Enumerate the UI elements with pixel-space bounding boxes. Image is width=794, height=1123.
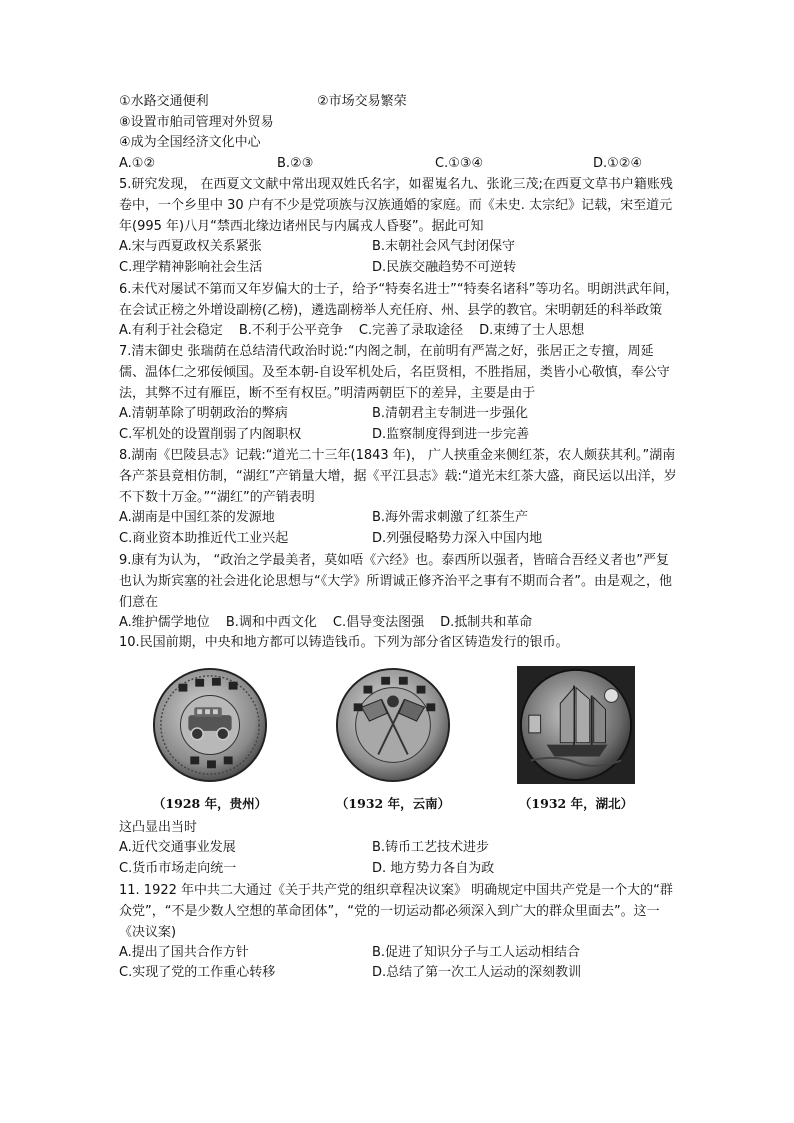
q7-stem: 7.清末御史 张瑞荫在总结清代政治时说:“内阁之制，在前明有严嵩之好，张居正之专擅，周延儒、温体仁之邪佞倾国。及至本朝-自设军机处后，名臣贤相，不胜指屈，类皆小心敬慎，奉公守法，其弊不过有雁臣，断不至有权臣。”明清两朝臣下的差异，主要是由于 [119,344,670,402]
q10-option-a[interactable]: A.近代交通事业发展 [119,840,236,856]
q7-option-d[interactable]: D.监察制度得到进一步完善 [372,426,530,442]
coin-guizhou [125,666,295,812]
exam-content [119,92,679,984]
q5-option-d[interactable]: D.民族交融趋势不可逆转 [372,259,517,275]
q4-item: ②市场交易繁荣 [317,94,407,109]
q4-items-row-1 [119,92,679,113]
q4-item: ①水路交通便利 [119,94,209,109]
q9-stem: 9.康有为认为， “政治之学最美者，莫如唔《六经》也。泰西所以强者，皆暗合吾经义者也”严复也认为斯宾塞的社会进化论思想与“《大学》所谓诚正修齐治平之事有不期而合者”。由是观之，他们意在 [119,552,672,610]
q11-option-c[interactable]: C.实现了党的工作重心转移 [119,965,276,981]
q4-item: ④成为全国经济文化中心 [119,135,261,151]
q5-options-row-2 [119,258,679,279]
q7-option-a[interactable]: A.清朝革除了明朝政治的弊病 [119,406,288,422]
q10-options-row-2 [119,859,679,880]
q8-option-b[interactable]: B.海外需求刺激了红茶生产 [372,510,529,526]
q11-option-a[interactable]: A.提出了国共合作方针 [119,944,249,960]
q8-options-row-1 [119,508,679,529]
q6-option-b[interactable]: B.不利于公平竞争 [238,322,343,338]
q5-option-a[interactable]: A.宋与西夏政权关系紧张 [119,239,262,255]
q7-option-b[interactable]: B.清朝君主专制进一步强化 [372,406,529,422]
q4-option-c[interactable]: C.①③④ [435,155,484,171]
q11-options-row-2 [119,963,679,984]
q5-options-row-1 [119,237,679,258]
guizhou-coin-image [151,666,269,784]
q6-stem: 6.未代对屡试不第而又年岁偏大的士子，给予“特奏名进士”“特奏名诸科”等功名。明朗洪武年间，在会试正榜之外增设副榜(乙榜)，遴选副榜举人充任府、州、县学的教官。宋明朝廷的科举政策 [119,281,679,318]
q8-option-c[interactable]: C.商业资本助推近代工业兴起 [119,530,289,546]
coin-yunnan [308,666,478,812]
q10-option-b[interactable]: B.铸币工艺技术进步 [372,840,490,856]
coin-caption: （1932 年，湖北） [518,795,634,811]
q5-option-b[interactable]: B.末朝社会风气封闭保守 [372,239,516,255]
q5-stem: 5.研究发现， 在西夏文文献中常出现双姓氏名字，如翟嵬名九、张讹三茂;在西夏文草书户籍账残卷中，一个乡里中 30 户有不少是党项族与汉族通婚的家庭。而《未史. 太宗纪》记载，宋至道元年(995 年)八月“禁西北缘边诸州民与内属戎人昏娶”。据此可知 [119,177,673,235]
q10-option-c[interactable]: C.货币市场走向统一 [119,860,237,876]
yunnan-coin-image [334,666,452,784]
q6-option-a[interactable]: A.有利于社会稳定 [119,322,223,338]
coin-caption: （1932 年，云南） [335,795,451,811]
q4-item: ⑧设置市舶司管理对外贸易 [119,114,274,130]
q11-options-row-1 [119,943,679,964]
q5-option-c[interactable]: C.理学精神影响社会生活 [119,259,263,275]
q8-stem: 8.湖南《巴陵县志》记载:“道光二十三年(1843 年)， 广人挟重金来侧红茶，农人颇获其利。”湖南各产茶县竟相仿制，“湖红”产销量大增，据《平江县志》载:“道光末红茶大盛，商民运以出洋，岁不下数十万金。”“湖红”的产销表明 [119,448,677,506]
q7-option-c[interactable]: C.军机处的设置削弱了内阁职权 [119,426,302,442]
q4-option-d[interactable]: D.①②④ [593,155,643,171]
q8-option-a[interactable]: A.湖南是中国红茶的发源地 [119,510,275,526]
q6-option-d[interactable]: D.束缚了士人思想 [479,322,585,338]
coin-images [125,666,661,812]
coin-caption: （1928 年，贵州） [152,795,268,811]
q11-option-d[interactable]: D.总结了第一次工人运动的深刻教训 [372,965,582,981]
q9-option-d[interactable]: D.抵制共和革命 [440,614,533,630]
q10-options-row-1 [119,838,679,859]
q6-option-c[interactable]: C.完善了录取途径 [358,322,464,338]
q9-option-c[interactable]: C.倡导变法图强 [332,614,425,630]
hubei-coin-image [517,666,635,784]
q9-options [119,613,679,634]
q9-option-b[interactable]: B.调和中西文化 [225,614,317,630]
q8-options-row-2 [119,529,679,550]
q10-stem: 10.民国前期，中央和地方都可以铸造钱币。下列为部分省区铸造发行的银币。 [119,635,569,651]
q7-options-row-2 [119,425,679,446]
q4-options [119,154,679,175]
q6-options [119,321,679,342]
coin-hubei [491,666,661,812]
q8-option-d[interactable]: D.列强侵略势力深入中国内地 [372,530,543,546]
q9-option-a[interactable]: A.维护儒学地位 [119,614,210,630]
q10-option-d[interactable]: D. 地方势力各自为政 [372,860,495,876]
q11-option-b[interactable]: B.促进了知识分子与工人运动相结合 [372,944,581,960]
q4-option-a[interactable]: A.①② [119,155,156,171]
q10-after: 这凸显出当时 [119,819,198,835]
q11-stem: 11. 1922 年中共二大通过《关于共产党的组织章程决议案》 明确规定中国共产党是一个大的“群众党”，“不是少数人空想的革命团体”，“党的一切运动都必须深入到广大的群众里面去”。这一《决议案) [119,882,673,940]
q7-options-row-1 [119,404,679,425]
q4-option-b[interactable]: B.②③ [277,155,314,171]
